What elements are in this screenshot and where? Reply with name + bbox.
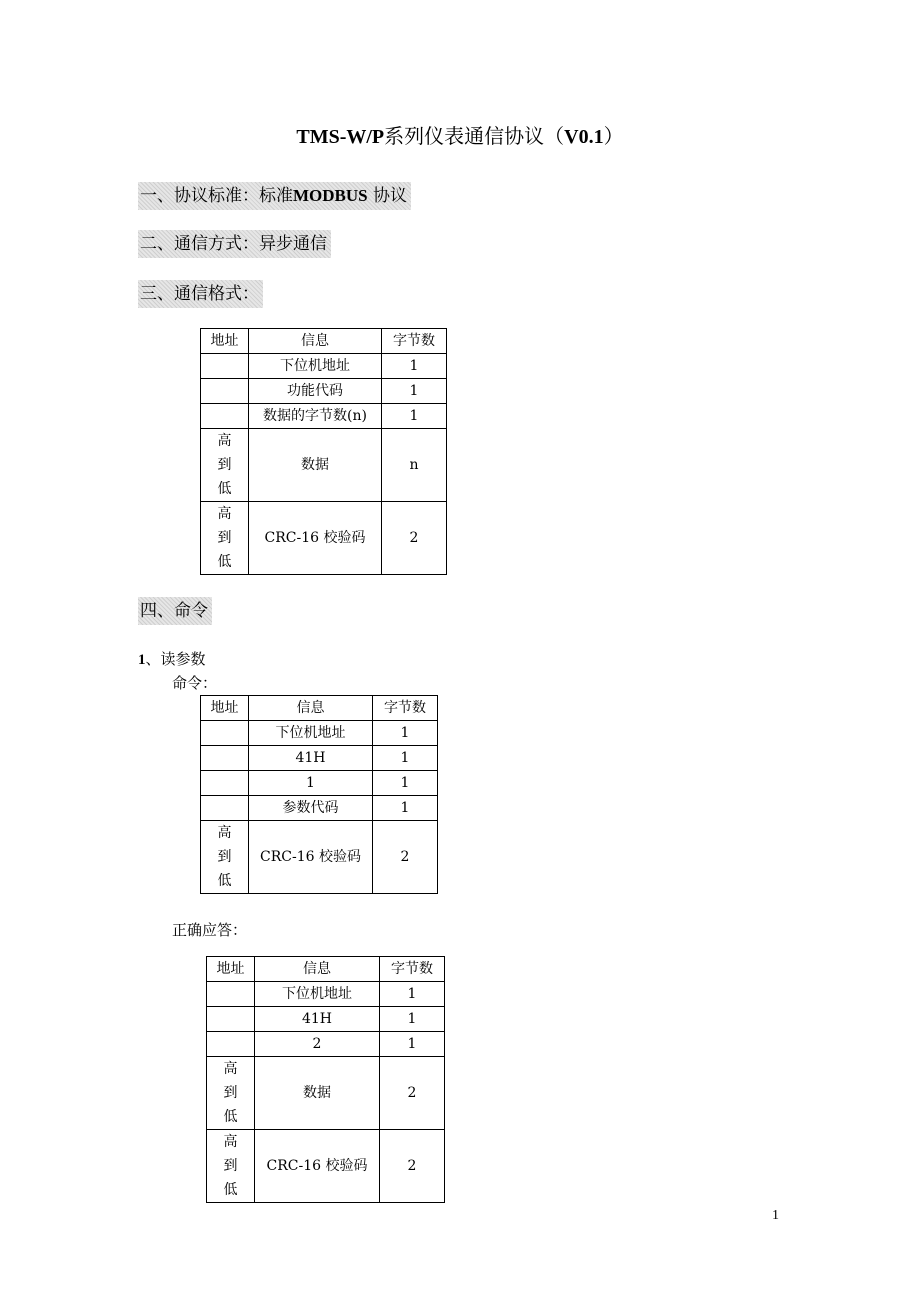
cell-addr-vertical: 高 到 低 xyxy=(201,429,249,502)
table-row xyxy=(207,1007,445,1032)
cell-bytes: 2 xyxy=(373,821,438,894)
cell-bytes: 1 xyxy=(380,1007,445,1032)
table-row xyxy=(201,429,447,502)
cell-info: CRC-16 校验码 xyxy=(255,1130,380,1203)
cell-info: 下位机地址 xyxy=(249,721,373,746)
cell-info: 数据 xyxy=(255,1057,380,1130)
cell-bytes: 2 xyxy=(380,1057,445,1130)
cell-info: 数据 xyxy=(249,429,382,502)
section-protocol-standard-modbus: MODBUS xyxy=(293,186,368,205)
cell-addr xyxy=(201,721,249,746)
cell-bytes: 1 xyxy=(373,746,438,771)
cell-addr xyxy=(201,746,249,771)
cell-addr xyxy=(207,1007,255,1032)
cell-bytes: 1 xyxy=(373,771,438,796)
cell-addr xyxy=(201,379,249,404)
section-comm-format: 三、通信格式： xyxy=(138,280,263,308)
table-row xyxy=(201,354,447,379)
section-protocol-standard-prefix: 一、协议标准：标准 xyxy=(140,186,293,206)
cell-addr-vertical: 高 到 低 xyxy=(207,1130,255,1203)
section-commands: 四、命令 xyxy=(138,597,212,625)
command-1-heading xyxy=(138,649,206,670)
header-info: 信息 xyxy=(255,957,380,982)
command-1-label: 、读参数 xyxy=(145,650,206,668)
title-text: 系列仪表通信协议（ xyxy=(384,124,565,148)
title-version: V0.1 xyxy=(564,126,604,148)
cell-addr xyxy=(207,982,255,1007)
table-row xyxy=(201,721,438,746)
cell-bytes: 1 xyxy=(373,721,438,746)
header-info: 信息 xyxy=(249,696,373,721)
cell-bytes: 1 xyxy=(380,1032,445,1057)
cell-bytes: 1 xyxy=(382,379,447,404)
table-header-row xyxy=(207,957,445,982)
header-addr: 地址 xyxy=(207,957,255,982)
cell-info: 参数代码 xyxy=(249,796,373,821)
header-bytes: 字节数 xyxy=(380,957,445,982)
cell-addr xyxy=(201,354,249,379)
header-addr: 地址 xyxy=(201,696,249,721)
cell-info: 功能代码 xyxy=(249,379,382,404)
title-model: TMS-W/P xyxy=(296,126,385,148)
table-row xyxy=(207,982,445,1007)
cell-addr xyxy=(201,404,249,429)
cell-addr xyxy=(201,771,249,796)
header-addr: 地址 xyxy=(201,329,249,354)
reply-label: 正确应答： xyxy=(172,921,248,939)
cell-bytes: n xyxy=(382,429,447,502)
cell-addr xyxy=(207,1032,255,1057)
command-table xyxy=(200,695,438,894)
section-protocol-standard xyxy=(138,182,411,210)
cell-addr-vertical: 高 到 低 xyxy=(201,502,249,575)
cell-bytes: 2 xyxy=(382,502,447,575)
cell-bytes: 2 xyxy=(380,1130,445,1203)
table-row xyxy=(201,746,438,771)
command-1-number: 1 xyxy=(138,652,146,668)
table-row xyxy=(207,1032,445,1057)
cell-info: 2 xyxy=(255,1032,380,1057)
header-bytes: 字节数 xyxy=(373,696,438,721)
cell-addr-vertical: 高 到 低 xyxy=(201,821,249,894)
command-label: 命令： xyxy=(172,674,218,692)
format-table xyxy=(200,328,447,575)
table-row xyxy=(201,502,447,575)
document-title xyxy=(0,122,920,151)
cell-info: 下位机地址 xyxy=(249,354,382,379)
cell-bytes: 1 xyxy=(382,404,447,429)
table-row xyxy=(201,821,438,894)
section-protocol-standard-suffix: 协议 xyxy=(373,186,408,206)
reply-table xyxy=(206,956,445,1203)
cell-info: 1 xyxy=(249,771,373,796)
table-row xyxy=(201,796,438,821)
cell-info: 41H xyxy=(255,1007,380,1032)
cell-bytes: 1 xyxy=(380,982,445,1007)
page-number: 1 xyxy=(772,1208,779,1223)
section-comm-mode: 二、通信方式：异步通信 xyxy=(138,230,331,258)
table-row xyxy=(207,1057,445,1130)
cell-addr xyxy=(201,796,249,821)
table-header-row xyxy=(201,696,438,721)
header-info: 信息 xyxy=(249,329,382,354)
table-row xyxy=(201,404,447,429)
table-row xyxy=(207,1130,445,1203)
cell-info: CRC-16 校验码 xyxy=(249,502,382,575)
table-row xyxy=(201,379,447,404)
header-bytes: 字节数 xyxy=(382,329,447,354)
cell-info: 数据的字节数(n) xyxy=(249,404,382,429)
table-header-row xyxy=(201,329,447,354)
cell-addr-vertical: 高 到 低 xyxy=(207,1057,255,1130)
cell-info: 下位机地址 xyxy=(255,982,380,1007)
cell-bytes: 1 xyxy=(373,796,438,821)
table-row xyxy=(201,771,438,796)
cell-info: CRC-16 校验码 xyxy=(249,821,373,894)
title-close: ） xyxy=(603,124,624,148)
cell-info: 41H xyxy=(249,746,373,771)
cell-bytes: 1 xyxy=(382,354,447,379)
